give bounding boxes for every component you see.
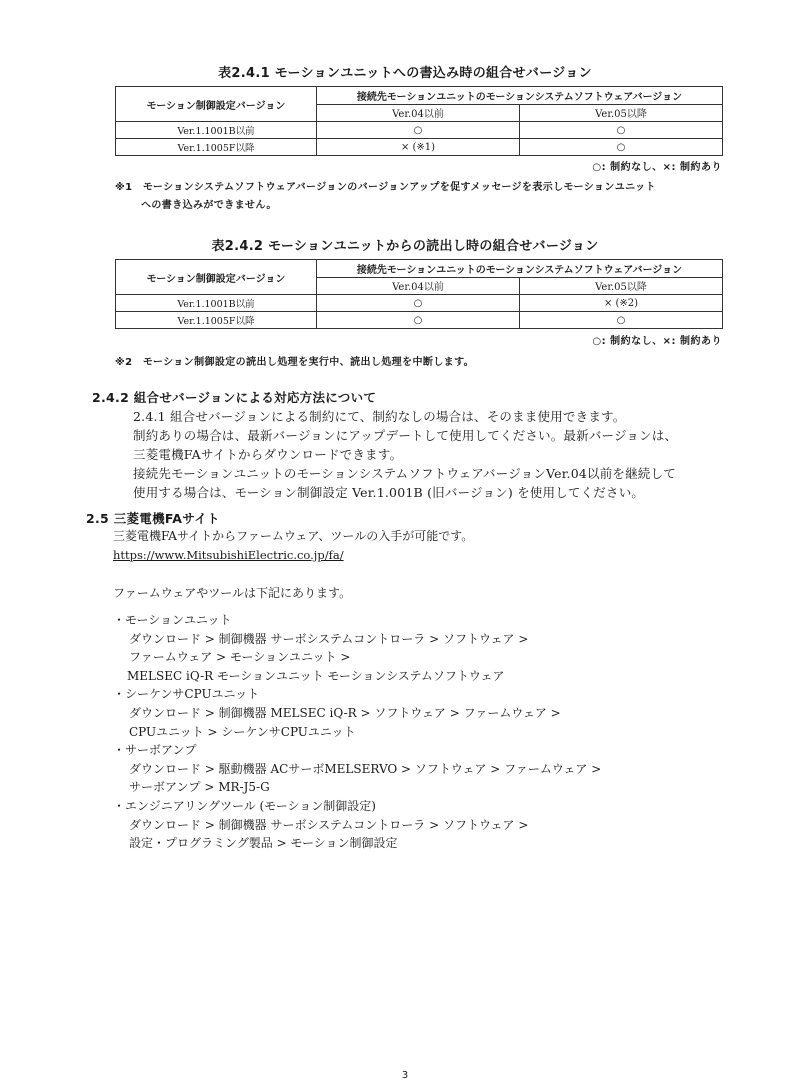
table2-row1-c1: ○ [317, 295, 520, 312]
section-242-line: 接続先モーションユニットのモーションシステムソフトウェアバージョンVer.04以前を継続して [133, 466, 676, 481]
download-path: 設定・プログラミング製品 > モーション制御設定 [129, 836, 398, 851]
table2-row1-c2: × (※2) [520, 295, 723, 312]
table1-col2-header: Ver.05以降 [520, 104, 723, 122]
list-item: ・サーボアンプ [113, 743, 197, 758]
section-242-line: 2.4.1 組合せバージョンによる制約にて、制約なしの場合は、そのまま使用できます。 [133, 409, 626, 424]
section-242-line: 三菱電機FAサイトからダウンロードできます。 [133, 447, 403, 462]
download-path: ダウンロード > 制御機器 MELSEC iQ-R > ソフトウェア > ファームウェア > [129, 705, 561, 720]
list-item: ・エンジニアリングツール (モーション制御設定) [113, 798, 376, 813]
table2-row2-c1: ○ [317, 312, 520, 329]
section-242-line: 制約ありの場合は、最新バージョンにアップデートして使用してください。最新バージョンは、 [133, 428, 678, 443]
table2-header-left: モーション制御設定バージョン [116, 260, 317, 295]
download-path: ダウンロード > 制御機器 サーボシステムコントローラ > ソフトウェア > [129, 817, 529, 832]
table-row [116, 139, 723, 156]
page-number: 3 [401, 1070, 409, 1081]
table2-legend: ○: 制約なし、×: 制約あり [592, 336, 722, 347]
section-242-line: 使用する場合は、モーション制御設定 Ver.1.001B (旧バージョン) を使用してください。 [133, 485, 645, 500]
table1-col1-header: Ver.04以前 [317, 104, 520, 122]
table1-header-left: モーション制御設定バージョン [116, 87, 317, 122]
section-242-heading: 2.4.2 組合せバージョンによる対応方法について [92, 390, 377, 405]
table2 [115, 259, 723, 329]
table-row [116, 312, 723, 329]
section-25-heading: 2.5 三菱電機FAサイト [86, 511, 220, 526]
table1-row2-c1: × (※1) [317, 139, 520, 156]
table2-header-top: 接続先モーションユニットのモーションシステムソフトウェアバージョン [317, 260, 723, 278]
download-path: MELSEC iQ-R モーションユニット モーションシステムソフトウェア [127, 668, 505, 683]
download-path: ファームウェア > モーションユニット > [129, 650, 351, 665]
download-locations-list [113, 611, 601, 853]
table1-note-line2: への書き込みができません。 [141, 200, 277, 211]
section-25-lead: ファームウェアやツールは下記にあります。 [113, 586, 352, 600]
download-path: ダウンロード > 制御機器 サーボシステムコントローラ > ソフトウェア > [129, 631, 529, 646]
table1-row2-c2: ○ [520, 139, 723, 156]
table2-col2-header: Ver.05以降 [520, 277, 723, 295]
table-row [116, 122, 723, 139]
table2-col1-header: Ver.04以前 [317, 277, 520, 295]
table2-note-line1: ※2 モーション制御設定の読出し処理を実行中、読出し処理を中断します。 [115, 357, 475, 368]
download-path: ダウンロード > 駆動機器 ACサーボMELSERVO > ソフトウェア > ファームウェア > [129, 761, 602, 776]
table2-note [115, 354, 474, 372]
table1 [115, 86, 723, 156]
table1-row1-c2: ○ [520, 122, 723, 139]
table2-title: 表2.4.2 モーションユニットからの読出し時の組合せバージョン [211, 239, 599, 254]
download-path: CPUユニット > シーケンサCPUユニット [129, 724, 356, 739]
table1-row1-c1: ○ [317, 122, 520, 139]
table1-legend: ○: 制約なし、×: 制約あり [592, 162, 722, 173]
table1-note-line1: ※1 モーションシステムソフトウェアバージョンのバージョンアップを促すメッセージを表示しモーションユニット [115, 182, 656, 193]
table2-row1-label: Ver.1.1001B以前 [116, 295, 317, 312]
table1-title: 表2.4.1 モーションユニットへの書込み時の組合せバージョン [218, 66, 592, 81]
section-242-body [133, 407, 783, 502]
section-25-intro: 三菱電機FAサイトからファームウェア、ツールの入手が可能です。 [113, 529, 474, 543]
table2-row2-label: Ver.1.1005F以降 [116, 312, 317, 329]
table-row [116, 295, 723, 312]
list-item: ・モーションユニット [113, 613, 232, 627]
table1-note [115, 179, 656, 215]
table1-row1-label: Ver.1.1001B以前 [116, 122, 317, 139]
table1-header-top: 接続先モーションユニットのモーションシステムソフトウェアバージョン [317, 87, 723, 105]
download-path: サーボアンプ > MR-J5-G [129, 780, 270, 795]
list-item: ・シーケンサCPUユニット [113, 687, 260, 702]
table2-row2-c2: ○ [520, 312, 723, 329]
fa-site-link[interactable]: https://www.MitsubishiElectric.co.jp/fa/ [113, 548, 344, 562]
table1-row2-label: Ver.1.1005F以降 [116, 139, 317, 156]
